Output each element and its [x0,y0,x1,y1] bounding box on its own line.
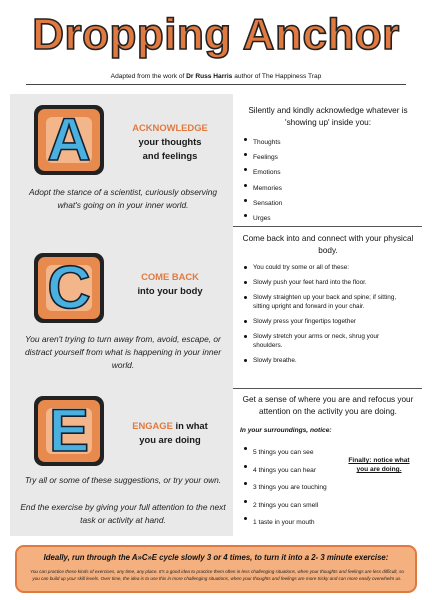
step-acknowledge-title [120,121,220,163]
header-divider [26,84,406,85]
list-item: Slowly breathe. [244,356,414,365]
list-item: You could try some or all of these: [244,263,414,272]
footer-small-text: You can practice these kinds of exercises, any time, any place. It's a good idea to practice them often in less challenging situations, when your thoughts and feelings are less difficult, so you can build up your skill levels. Over time, the idea is to use this in more challenging situations, when your thoughts and feelings are more tricky and can more easily overwhelm us. [30,569,404,581]
engage-heading: Get a sense of where you are and refocus your attention on the activity you are doing. [242,395,414,416]
section-divider [233,226,422,227]
section-divider [233,388,422,389]
step-come-back-line2: into your body [137,285,203,296]
list-item: Thoughts [244,135,282,150]
engage-intro: In your surroundings, notice: [240,427,332,434]
list-item: Feelings [244,150,282,165]
finally-note: Finally: notice what you are doing. [348,457,410,473]
page-title: Dropping Anchor [32,10,400,59]
footer-box [15,545,417,593]
engage-list [244,444,327,532]
list-item: Sensation [244,196,282,211]
come-back-heading: Come back into and connect with your physical body. [242,234,414,255]
list-item: Memories [244,181,282,196]
step-come-back-keyword: COME BACK [141,271,199,282]
letter-c-icon [34,253,104,323]
list-item: 3 things you are touching [244,479,327,497]
subtitle-prefix: Adapted from the work of [110,73,187,80]
step-acknowledge-keyword: ACKNOWLEDGE [132,122,208,133]
step-acknowledge-description: Adopt the stance of a scientist, curiously observing what's going on in your inner world. [28,187,218,210]
letter-c-glyph: C [47,254,91,321]
list-item: 5 things you can see [244,444,327,462]
footer-main-text: Ideally, run through the A»C»E cycle slowly 3 or 4 times, to turn it into a 2- 3 minute exercise: [43,553,389,562]
acknowledge-list [244,135,282,226]
list-item: 2 things you can smell [244,497,327,515]
list-item: 4 things you can hear [244,462,327,480]
letter-a-glyph: A [47,106,91,173]
list-item: 1 taste in your mouth [244,514,327,532]
subtitle-suffix: author of The Happiness Trap [232,73,322,80]
list-item: Slowly push your feet hard into the floor. [244,278,414,287]
list-item: Slowly stretch your arms or neck, shrug your shoulders. [244,332,404,350]
list-item: Emotions [244,165,282,180]
letter-e-icon [34,396,104,466]
step-come-back-description: You aren't trying to turn away from, avoid, escape, or distract yourself from what is happening in your inner world. [25,334,221,370]
step-come-back-title [120,270,220,298]
step-engage-keyword: ENGAGE [132,420,173,431]
subtitle-author: Dr Russ Harris [186,73,233,80]
come-back-list [244,263,414,365]
step-acknowledge-line2: your thoughts [138,136,202,147]
step-engage-line2: you are doing [139,434,201,445]
step-engage-title [120,419,220,447]
step-engage-description-2: End the exercise by giving your full attention to the next task or activity at hand. [20,502,226,525]
step-engage-description-1: Try all or some of these suggestions, or try your own. [24,475,222,485]
letter-a-icon [34,105,104,175]
list-item: Slowly straighten up your back and spine; if sitting, sitting upright and forward in your chair. [244,293,414,311]
acknowledge-heading: Silently and kindly acknowledge whatever is 'showing up' inside you: [248,106,408,127]
list-item: Urges [244,211,282,226]
step-acknowledge-line3: and feelings [142,150,198,161]
step-engage-keyword-rest: in what [172,420,208,431]
page-subtitle [0,73,432,80]
list-item: Slowly press your fingertips together [244,317,414,326]
letter-e-glyph: E [48,397,90,464]
